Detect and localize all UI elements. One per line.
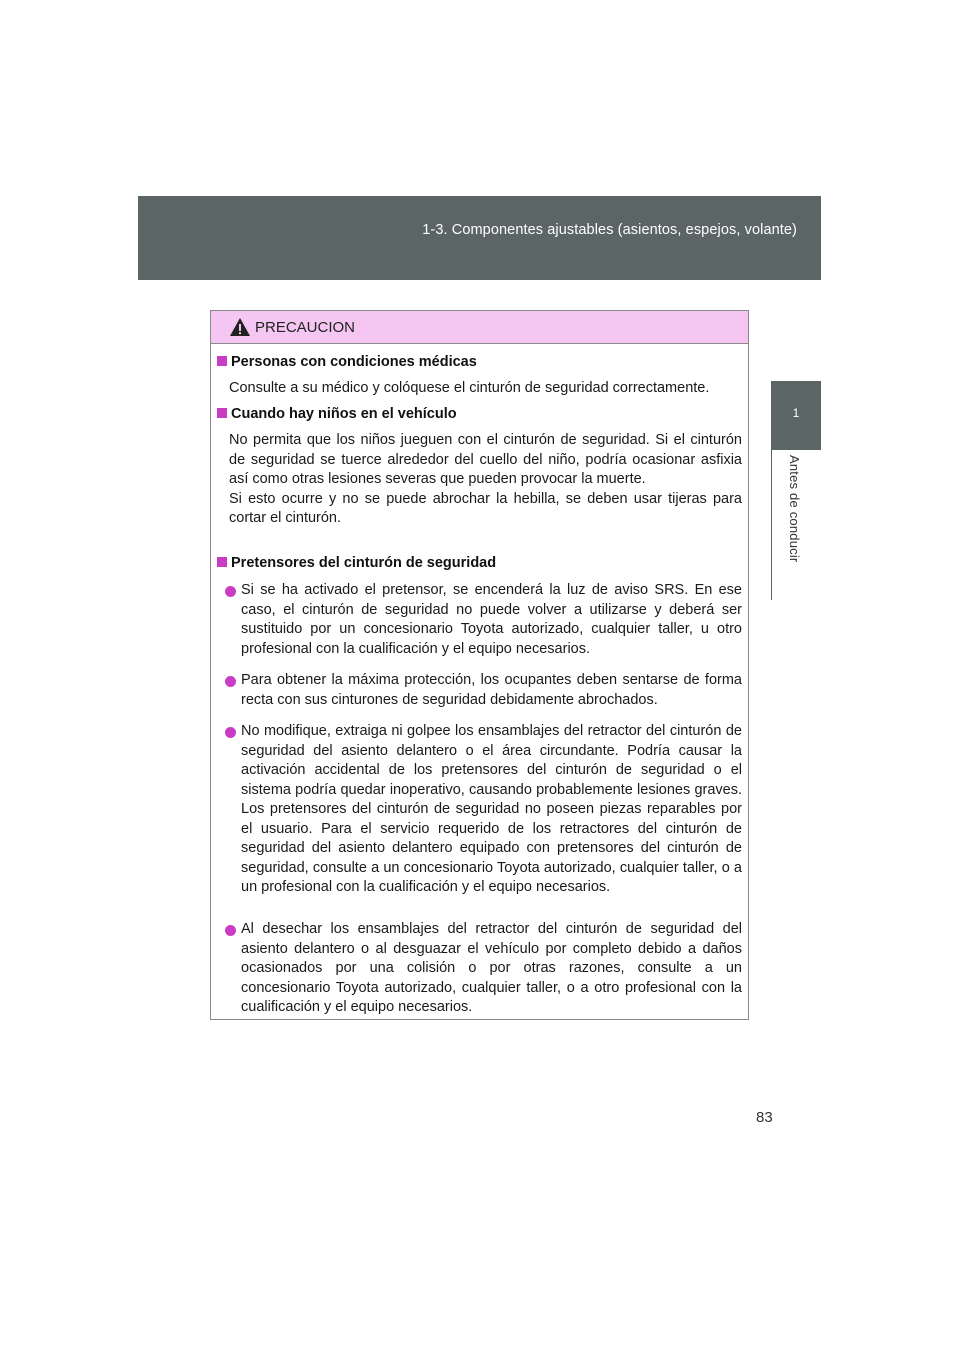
square-bullet-icon bbox=[217, 356, 227, 366]
square-bullet-icon bbox=[217, 408, 227, 418]
section-heading: Personas con condiciones médicas bbox=[217, 354, 477, 370]
caution-box bbox=[210, 310, 749, 1020]
section-text: No permita que los niños jueguen con el cinturón de seguridad. Si el cinturón de seguridad se tuerce alrededor del cuello del niño, podría ocasionar asfixia así como otras lesiones severas que pueden provocar la muerte. Si esto ocurre y no se puede abrochar la hebilla, se deben usar tijeras para cortar el cinturón. bbox=[229, 432, 742, 526]
round-bullet-icon bbox=[225, 676, 236, 687]
round-bullet-icon bbox=[225, 727, 236, 738]
caution-header bbox=[211, 311, 748, 344]
list-item: Al desechar los ensamblajes del retractor del cinturón de seguridad del asiento delantero o al desguazar el vehículo por completo debido a daños ocasionados por una colisión o por otras razones, consulte a un concesionario Toyota autorizado, cualquier taller, o a otro profesional con la cualificación y el equipo necesarios. bbox=[241, 921, 742, 1015]
list-item: Para obtener la máxima protección, los ocupantes deben sentarse de forma recta con sus cinturones de seguridad debidamente abrochados. bbox=[241, 672, 742, 708]
round-bullet-icon bbox=[225, 586, 236, 597]
section-text: Consulte a su médico y colóquese el cinturón de seguridad correctamente. bbox=[229, 380, 710, 396]
list-item: No modifique, extraiga ni golpee los ensamblajes del retractor del cinturón de seguridad del asiento delantero o el área circundante. Podría causar la activación accidental de los pretensores del cinturón de seguridad o el sistema podría quedar inoperativo, causando probablemente lesiones graves. Los pretensores del cinturón de seguridad no poseen piezas reparables por el usuario. Para el servicio requerido de los retractores del cinturón de seguridad del asiento delantero equipado con pretensores del cinturón de seguridad, consulte a un concesionario Toyota autorizado, cualquier taller, o a un profesional con la cualificación y el equipo necesarios. bbox=[241, 723, 742, 895]
chapter-tab bbox=[771, 381, 821, 450]
square-bullet-icon bbox=[217, 557, 227, 567]
section-heading: Pretensores del cinturón de seguridad bbox=[217, 555, 496, 571]
header-band bbox=[138, 196, 821, 280]
page-number: 83 bbox=[756, 1109, 773, 1126]
warning-triangle-icon bbox=[229, 317, 251, 337]
round-bullet-icon bbox=[225, 925, 236, 936]
caution-title: PRECAUCION bbox=[255, 319, 356, 336]
list-item: Si se ha activado el pretensor, se encenderá la luz de aviso SRS. En ese caso, el cinturón de seguridad no puede volver a utilizarse y deberá ser sustituido por un concesionario Toyota autorizado, cualquier taller, u otro profesional con la cualificación y el equipo necesarios. bbox=[241, 582, 742, 657]
chapter-label: Antes de conducir bbox=[787, 455, 802, 563]
section-heading: Cuando hay niños en el vehículo bbox=[217, 406, 457, 422]
section-title: 1-3. Componentes ajustables (asientos, espejos, volante) bbox=[422, 222, 797, 238]
chapter-number: 1 bbox=[792, 406, 800, 420]
